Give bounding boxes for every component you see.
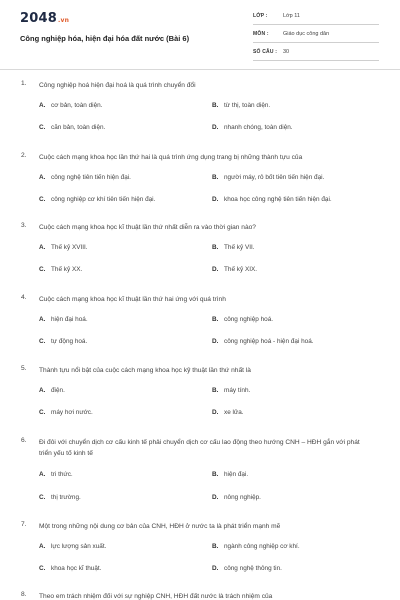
question-text: Đi đôi với chuyển dịch cơ cấu kinh tế phải chuyển dịch cơ cấu lao động theo hướng CNH – HĐH gắn với phát triển yếu tố kinh tế	[39, 439, 360, 457]
option-b[interactable]	[212, 316, 273, 323]
option-text: hiện đại hoá.	[51, 316, 88, 323]
option-text: hiện đại.	[224, 471, 249, 478]
option-text: xe lửa.	[224, 409, 244, 416]
question-text: Cuộc cách mạng khoa học kĩ thuật lần thứ nhất diễn ra vào thời gian nào?	[39, 224, 256, 231]
question-text: Thành tựu nổi bật của cuộc cách mạng khoa học kỹ thuật lần thứ nhất là	[39, 367, 251, 374]
option-text: công nghệ thông tin.	[224, 565, 282, 572]
option-text: Thế kỷ XIX.	[224, 266, 258, 273]
option-letter: D.	[212, 266, 219, 273]
meta-info	[253, 11, 379, 61]
option-text: khoa học kĩ thuật.	[51, 565, 102, 572]
question-text: Cuộc cách mạng khoa học kĩ thuật lần thứ hai ứng với quá trình	[39, 296, 226, 303]
option-letter: D.	[212, 409, 219, 416]
option-letter: D.	[212, 338, 219, 345]
meta-subject-row	[253, 29, 379, 43]
question-number: 1.	[21, 80, 27, 87]
option-b[interactable]	[212, 244, 255, 251]
question-text: Công nghiệp hoá hiện đại hoá là quá trình chuyển đổi	[39, 82, 196, 89]
option-letter: B.	[212, 471, 219, 478]
option-c[interactable]	[39, 338, 87, 345]
meta-count-row	[253, 47, 379, 61]
question-number: 4.	[21, 294, 27, 301]
site-logo[interactable]	[20, 11, 69, 26]
option-text: cơ bản, toàn diện.	[51, 102, 103, 109]
option-b[interactable]	[212, 102, 270, 109]
option-letter: A.	[39, 316, 46, 323]
option-d[interactable]	[212, 266, 257, 273]
option-b[interactable]	[212, 543, 300, 550]
option-c[interactable]	[39, 196, 155, 203]
meta-class-label: LỚP :	[253, 13, 268, 19]
option-letter: A.	[39, 471, 46, 478]
option-c[interactable]	[39, 124, 105, 131]
option-a[interactable]	[39, 174, 131, 181]
option-b[interactable]	[212, 387, 250, 394]
option-text: Thế kỷ XX.	[51, 266, 83, 273]
option-letter: D.	[212, 565, 219, 572]
question-number: 7.	[21, 521, 27, 528]
option-letter: C.	[39, 124, 46, 131]
option-letter: A.	[39, 102, 46, 109]
option-a[interactable]	[39, 387, 65, 394]
option-c[interactable]	[39, 565, 101, 572]
option-b[interactable]	[212, 174, 324, 181]
option-letter: B.	[212, 543, 219, 550]
option-c[interactable]	[39, 494, 81, 501]
option-text: căn bản, toàn diện.	[51, 124, 106, 131]
option-letter: C.	[39, 565, 46, 572]
option-letter: C.	[39, 494, 46, 501]
option-letter: B.	[212, 387, 219, 394]
meta-subject-value: Giáo dục công dân	[283, 31, 330, 37]
option-text: Thế kỷ XVIII.	[51, 244, 88, 251]
option-letter: B.	[212, 102, 219, 109]
question-number: 6.	[21, 437, 27, 444]
option-letter: D.	[212, 124, 219, 131]
option-text: Thế kỷ VII.	[224, 244, 255, 251]
option-letter: A.	[39, 387, 46, 394]
option-letter: A.	[39, 244, 46, 251]
option-text: điện.	[51, 387, 65, 394]
option-letter: C.	[39, 266, 46, 273]
option-text: tri thức.	[51, 471, 73, 478]
option-letter: A.	[39, 543, 46, 550]
meta-count-label: SỐ CÂU :	[253, 49, 278, 55]
option-letter: C.	[39, 196, 46, 203]
question-number: 8.	[21, 591, 27, 598]
meta-count-value: 30	[283, 49, 290, 55]
option-b[interactable]	[212, 471, 248, 478]
option-letter: B.	[212, 316, 219, 323]
page-title: Công nghiệp hóa, hiện đại hóa đất nước (Bài 6)	[20, 34, 190, 43]
meta-class-row	[253, 11, 379, 25]
option-text: tự động hoá.	[51, 338, 88, 345]
option-text: công nghiệp cơ khí tiên tiến hiện đại.	[51, 196, 156, 203]
option-letter: B.	[212, 174, 219, 181]
option-text: nhanh chóng, toàn diện.	[224, 124, 293, 131]
logo-suffix: .vn	[57, 17, 70, 24]
option-text: nông nghiệp.	[224, 494, 261, 501]
option-text: từ thị, toàn diện.	[224, 102, 271, 109]
option-text: máy tính.	[224, 387, 251, 394]
option-letter: C.	[39, 409, 46, 416]
option-a[interactable]	[39, 316, 88, 323]
option-text: người máy, rô bốt tiên tiến hiện đại.	[224, 174, 325, 181]
option-c[interactable]	[39, 266, 82, 273]
option-d[interactable]	[212, 124, 293, 131]
option-letter: B.	[212, 244, 219, 251]
meta-class-value: Lớp 11	[283, 13, 300, 19]
question-text: Một trong những nội dung cơ bản của CNH, HĐH ở nước ta là phát triển mạnh mẽ	[39, 523, 281, 530]
option-text: ngành công nghiệp cơ khí.	[224, 543, 300, 550]
option-text: công nghệ tiên tiến hiện đại.	[51, 174, 131, 181]
option-letter: D.	[212, 494, 219, 501]
question-number: 2.	[21, 152, 27, 159]
logo-text: 2048	[20, 11, 57, 26]
option-text: công nghiệp hoá.	[224, 316, 274, 323]
meta-subject-label: MÔN :	[253, 31, 269, 37]
option-a[interactable]	[39, 543, 106, 550]
option-d[interactable]	[212, 494, 261, 501]
option-text: khoa học công nghệ tiên tiến hiện đại.	[224, 196, 332, 203]
option-c[interactable]	[39, 409, 93, 416]
option-text: công nghiệp hoá - hiện đại hoá.	[224, 338, 314, 345]
option-d[interactable]	[212, 409, 244, 416]
option-d[interactable]	[212, 565, 282, 572]
question-text: Cuộc cách mạng khoa học lần thứ hai là quá trình ứng dụng trang bị những thành tựu của	[39, 154, 303, 161]
option-text: thị trường.	[51, 494, 81, 501]
option-text: lực lượng sản xuất.	[51, 543, 107, 550]
option-d[interactable]	[212, 196, 332, 203]
question-number: 5.	[21, 365, 27, 372]
option-a[interactable]	[39, 471, 73, 478]
option-letter: C.	[39, 338, 46, 345]
option-a[interactable]	[39, 244, 88, 251]
question-text: Theo em trách nhiệm đối với sự nghiệp CNH, HĐH đất nước là trách nhiệm của	[39, 593, 273, 600]
option-letter: A.	[39, 174, 46, 181]
option-d[interactable]	[212, 338, 314, 345]
header	[0, 0, 400, 70]
option-a[interactable]	[39, 102, 102, 109]
option-text: máy hơi nước.	[51, 409, 93, 416]
option-letter: D.	[212, 196, 219, 203]
question-number: 3.	[21, 222, 27, 229]
